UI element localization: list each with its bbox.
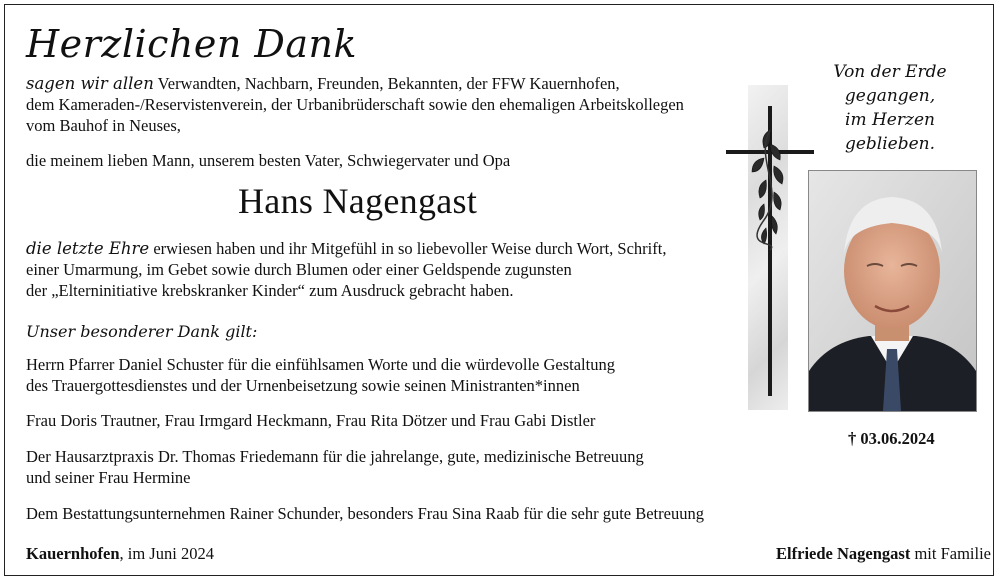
honor-line-1-rest: erwiesen haben und ihr Mitgefühl in so liebevoller Weise durch Wort, Schrift, [149, 239, 667, 258]
honor-line-1 [26, 238, 666, 259]
thanks-3-line-1: Der Hausarztpraxis Dr. Thomas Friedemann für die jahrelange, gute, medizinische Betreuung [26, 447, 644, 466]
intro-line-3: vom Bauhof in Neuses, [26, 116, 181, 135]
footer-signer-suffix: mit Familie [910, 544, 991, 563]
deceased-name: Hans Nagengast [238, 181, 478, 221]
thanks-2-line-1: Frau Doris Trautner, Frau Irmgard Heckmann, Frau Rita Dötzer und Frau Gabi Distler [26, 411, 596, 430]
honor-line-3: der „Elterninitiative krebskranker Kinder“ zum Ausdruck gebracht haben. [26, 281, 514, 300]
poem [800, 60, 980, 156]
honor-lead: die letzte Ehre [26, 239, 150, 258]
dedication-text: die meinem lieben Mann, unserem besten Vater, Schwiegervater und Opa [26, 151, 511, 170]
intro-line-2: dem Kameraden-/Reservistenverein, der Urbanibrüderschaft sowie den ehemaligen Arbeitskollegen [26, 95, 684, 114]
intro-line-1 [26, 73, 620, 94]
footer-signature [776, 544, 991, 564]
death-date: † 03.06.2024 [848, 429, 935, 448]
poem-line-4: geblieben. [844, 134, 936, 154]
special-thanks-heading: Unser besonderer Dank gilt: [26, 322, 258, 341]
poem-line-1: Von der Erde [833, 62, 947, 82]
thanks-1-line-2: des Trauergottesdienstes und der Urnenbeisetzung sowie seinen Ministranten*innen [26, 376, 580, 395]
portrait-image [809, 171, 976, 411]
poem-line-2: gegangen, [844, 86, 936, 106]
thanks-3-line-2: und seiner Frau Hermine [26, 468, 191, 487]
cross-icon [724, 100, 814, 400]
footer-signer: Elfriede Nagengast [776, 544, 911, 563]
intro-line-1-rest: Verwandten, Nachbarn, Freunden, Bekannten, der FFW Kauernhofen, [153, 74, 620, 93]
heading: Herzlichen Dank [26, 22, 358, 66]
honor-line-2: einer Umarmung, im Gebet sowie durch Blumen oder einer Geldspende zugunsten [26, 260, 572, 279]
footer-place: Kauernhofen [26, 544, 120, 563]
footer-date: , im Juni 2024 [119, 544, 214, 563]
poem-line-3: im Herzen [845, 110, 935, 130]
footer-place-date [26, 544, 214, 564]
thanks-4-line-1: Dem Bestattungsunternehmen Rainer Schunder, besonders Frau Sina Raab für die sehr gute Betreuung [26, 504, 704, 523]
thanks-1-line-1: Herrn Pfarrer Daniel Schuster für die einfühlsamen Worte und die würdevolle Gestaltung [26, 355, 615, 374]
portrait-photo [808, 170, 977, 412]
intro-lead: sagen wir allen [26, 74, 154, 93]
